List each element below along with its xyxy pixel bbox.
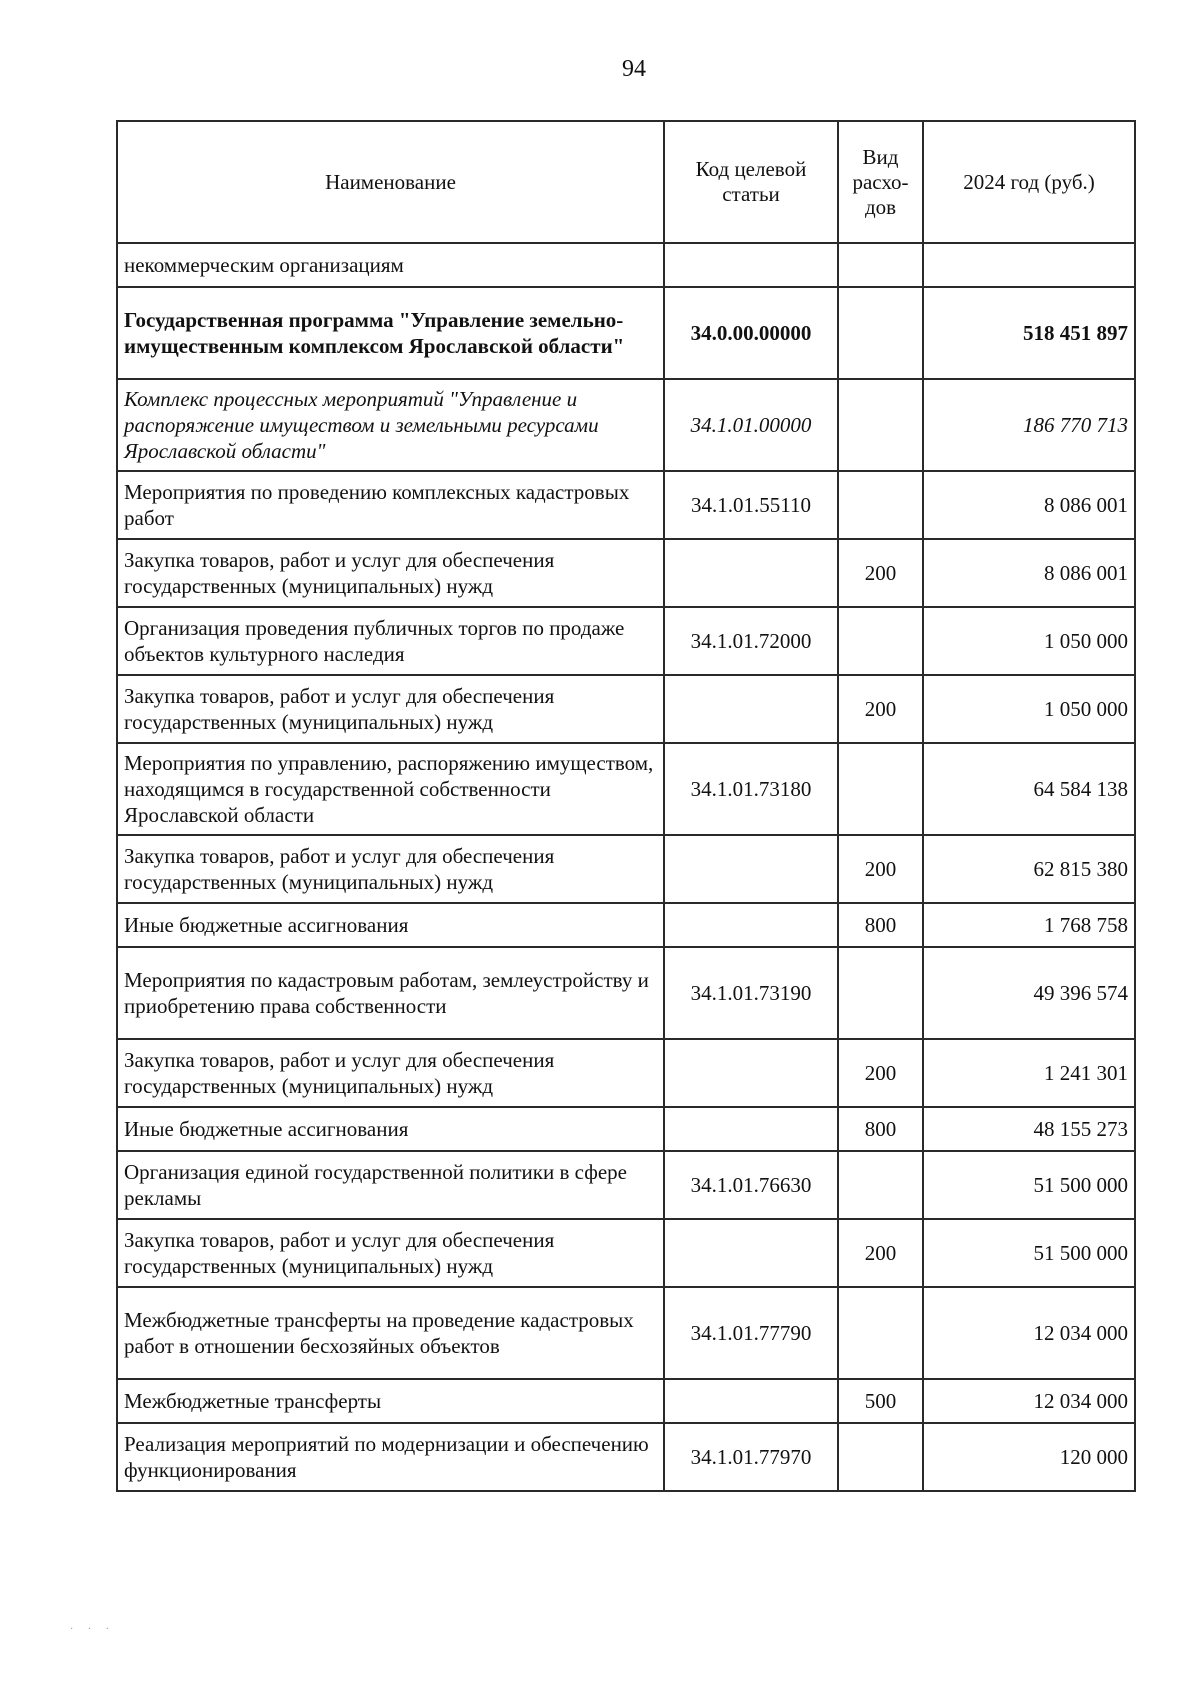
row-name-cell: некоммерческим организациям <box>117 243 664 287</box>
row-name-cell: Закупка товаров, работ и услуг для обеспечения государственных (муниципальных) нужд <box>117 675 664 743</box>
row-kind-cell: 200 <box>838 675 923 743</box>
row-kind-cell: 200 <box>838 1039 923 1107</box>
row-kind-cell <box>838 1423 923 1491</box>
row-kind-cell: 200 <box>838 835 923 903</box>
row-kind-cell <box>838 1151 923 1219</box>
budget-table <box>116 120 1136 1492</box>
row-name-cell: Мероприятия по проведению комплексных кадастровых работ <box>117 471 664 539</box>
row-kind-cell <box>838 287 923 379</box>
row-amount-cell: 64 584 138 <box>923 743 1135 835</box>
row-code-cell <box>664 243 838 287</box>
row-code-cell <box>664 539 838 607</box>
header-kind: Вид расхо-дов <box>838 121 923 243</box>
row-kind-cell <box>838 379 923 471</box>
row-amount-cell: 518 451 897 <box>923 287 1135 379</box>
row-code-cell: 34.1.01.73190 <box>664 947 838 1039</box>
row-name-cell: Закупка товаров, работ и услуг для обеспечения государственных (муниципальных) нужд <box>117 835 664 903</box>
row-code-cell: 34.1.01.55110 <box>664 471 838 539</box>
row-amount-cell: 51 500 000 <box>923 1151 1135 1219</box>
table-row <box>117 743 1135 835</box>
row-amount-cell: 1 768 758 <box>923 903 1135 947</box>
row-kind-cell: 200 <box>838 539 923 607</box>
row-amount-cell: 1 241 301 <box>923 1039 1135 1107</box>
table-row <box>117 539 1135 607</box>
row-amount-cell <box>923 243 1135 287</box>
table-row <box>117 243 1135 287</box>
row-kind-cell: 800 <box>838 1107 923 1151</box>
table-row <box>117 903 1135 947</box>
row-code-cell <box>664 903 838 947</box>
table-header-row <box>117 121 1135 243</box>
row-amount-cell: 51 500 000 <box>923 1219 1135 1287</box>
row-code-cell: 34.1.01.77790 <box>664 1287 838 1379</box>
scan-artifact: · · · <box>70 1624 115 1635</box>
row-amount-cell: 1 050 000 <box>923 607 1135 675</box>
table-row <box>117 1039 1135 1107</box>
table-row <box>117 287 1135 379</box>
row-code-cell <box>664 675 838 743</box>
row-kind-cell <box>838 947 923 1039</box>
row-name-cell: Государственная программа "Управление земельно-имущественным комплексом Ярославской области" <box>117 287 664 379</box>
row-name-cell: Организация проведения публичных торгов по продаже объектов культурного наследия <box>117 607 664 675</box>
row-code-cell <box>664 1379 838 1423</box>
row-amount-cell: 48 155 273 <box>923 1107 1135 1151</box>
row-kind-cell: 800 <box>838 903 923 947</box>
row-code-cell: 34.1.01.72000 <box>664 607 838 675</box>
row-kind-cell <box>838 471 923 539</box>
row-code-cell <box>664 1039 838 1107</box>
row-name-cell: Закупка товаров, работ и услуг для обеспечения государственных (муниципальных) нужд <box>117 1039 664 1107</box>
row-name-cell: Межбюджетные трансферты на проведение кадастровых работ в отношении бесхозяйных объектов <box>117 1287 664 1379</box>
row-amount-cell: 8 086 001 <box>923 539 1135 607</box>
row-name-cell: Комплекс процессных мероприятий "Управление и распоряжение имуществом и земельными ресурсами Ярославской области" <box>117 379 664 471</box>
row-name-cell: Межбюджетные трансферты <box>117 1379 664 1423</box>
row-kind-cell: 200 <box>838 1219 923 1287</box>
row-amount-cell: 1 050 000 <box>923 675 1135 743</box>
row-code-cell: 34.1.01.77970 <box>664 1423 838 1491</box>
table-row <box>117 1287 1135 1379</box>
row-name-cell: Закупка товаров, работ и услуг для обеспечения государственных (муниципальных) нужд <box>117 539 664 607</box>
table-row <box>117 835 1135 903</box>
row-kind-cell <box>838 743 923 835</box>
row-amount-cell: 186 770 713 <box>923 379 1135 471</box>
table-row <box>117 947 1135 1039</box>
row-amount-cell: 12 034 000 <box>923 1287 1135 1379</box>
row-name-cell: Закупка товаров, работ и услуг для обеспечения государственных (муниципальных) нужд <box>117 1219 664 1287</box>
row-name-cell: Реализация мероприятий по модернизации и обеспечению функционирования <box>117 1423 664 1491</box>
table-row <box>117 1379 1135 1423</box>
table-row <box>117 675 1135 743</box>
header-amount: 2024 год (руб.) <box>923 121 1135 243</box>
table-row <box>117 379 1135 471</box>
page-number: 94 <box>622 56 646 82</box>
row-kind-cell <box>838 1287 923 1379</box>
row-amount-cell: 62 815 380 <box>923 835 1135 903</box>
table-row <box>117 1219 1135 1287</box>
row-kind-cell: 500 <box>838 1379 923 1423</box>
table-row <box>117 607 1135 675</box>
header-name: Наименование <box>117 121 664 243</box>
table-row <box>117 1423 1135 1491</box>
row-code-cell: 34.1.01.73180 <box>664 743 838 835</box>
row-name-cell: Организация единой государственной политики в сфере рекламы <box>117 1151 664 1219</box>
row-amount-cell: 49 396 574 <box>923 947 1135 1039</box>
row-name-cell: Мероприятия по управлению, распоряжению имуществом, находящимся в государственной собственности Ярославской области <box>117 743 664 835</box>
table-body <box>117 243 1135 1491</box>
row-code-cell <box>664 1219 838 1287</box>
row-name-cell: Иные бюджетные ассигнования <box>117 903 664 947</box>
row-code-cell <box>664 1107 838 1151</box>
row-code-cell: 34.1.01.00000 <box>664 379 838 471</box>
row-amount-cell: 8 086 001 <box>923 471 1135 539</box>
row-amount-cell: 12 034 000 <box>923 1379 1135 1423</box>
row-kind-cell <box>838 607 923 675</box>
row-code-cell <box>664 835 838 903</box>
row-name-cell: Мероприятия по кадастровым работам, землеустройству и приобретению права собственности <box>117 947 664 1039</box>
row-name-cell: Иные бюджетные ассигнования <box>117 1107 664 1151</box>
row-code-cell: 34.1.01.76630 <box>664 1151 838 1219</box>
row-code-cell: 34.0.00.00000 <box>664 287 838 379</box>
table-row <box>117 471 1135 539</box>
table-row <box>117 1107 1135 1151</box>
row-amount-cell: 120 000 <box>923 1423 1135 1491</box>
table-row <box>117 1151 1135 1219</box>
header-code: Код целевой статьи <box>664 121 838 243</box>
row-kind-cell <box>838 243 923 287</box>
